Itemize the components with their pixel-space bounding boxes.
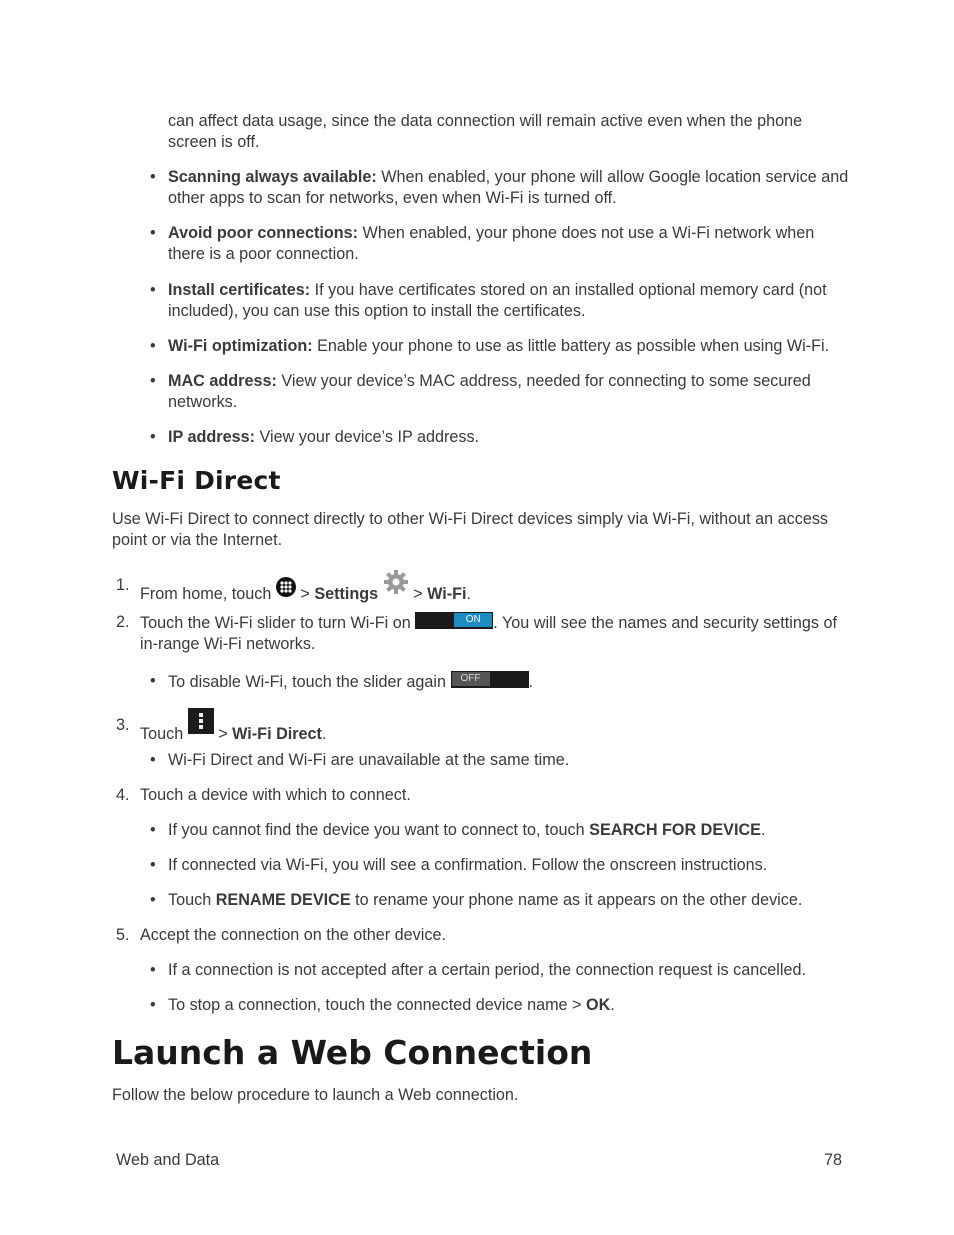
bullet: • — [150, 672, 156, 690]
list-item-text: Wi-Fi Direct and Wi-Fi are unavailable at the same time. — [168, 751, 570, 769]
bullet: • — [150, 961, 156, 979]
bullet: • — [150, 428, 156, 446]
list-item-text: View your device’s IP address. — [254, 428, 480, 446]
list-item — [150, 855, 850, 876]
list-item-text: Touch — [168, 891, 216, 909]
ok-label: OK — [586, 996, 611, 1014]
step-text: Touch — [140, 725, 188, 743]
settings-label: Settings — [314, 585, 379, 603]
list-item — [150, 671, 850, 693]
list-item-text: Enable your phone to use as little battery as possible when using Wi-Fi. — [312, 337, 830, 355]
list-item-text: If connected via Wi-Fi, you will see a confirmation. Follow the onscreen instructions. — [168, 856, 768, 874]
step-number: 2. — [116, 613, 130, 631]
separator: > — [408, 585, 428, 603]
list-item-text: When enabled, your phone will allow Google location service and other apps to scan for networks, even when Wi-Fi is turned off. — [168, 168, 849, 207]
section-heading: Wi-Fi Direct — [112, 466, 281, 495]
step-text: From home, touch — [140, 585, 276, 603]
list-item-term: Scanning always available: — [168, 168, 377, 186]
list-item-text: View your device’s MAC address, needed for connecting to some secured networks. — [168, 372, 811, 411]
search-for-device-label: SEARCH FOR DEVICE — [589, 821, 761, 839]
list-item-text: If a connection is not accepted after a certain period, the connection request is cancelled. — [168, 961, 806, 979]
bullet: • — [150, 751, 156, 769]
list-item — [150, 167, 850, 209]
list-item-text: To disable Wi-Fi, touch the slider again — [168, 673, 451, 691]
list-item-term: Wi-Fi optimization: — [168, 337, 313, 355]
bullet: • — [150, 891, 156, 909]
list-item — [150, 280, 850, 322]
list-item-text: If you have certificates stored on an installed optional memory card (not included), you can use this option to install the certificates. — [168, 281, 827, 320]
list-item-text-cont: to rename your phone name as it appears on the other device. — [350, 891, 803, 909]
list-item — [150, 750, 850, 771]
bullet: • — [150, 281, 156, 299]
wifi-direct-label: Wi-Fi Direct — [232, 725, 322, 743]
continued-paragraph: can affect data usage, since the data connection will remain active even when the phone screen is off. — [168, 112, 803, 151]
step-number: 1. — [116, 576, 130, 594]
step-4 — [112, 785, 842, 806]
wifi-slider-on — [415, 612, 493, 629]
bullet: • — [150, 337, 156, 355]
list-item-term: IP address: — [168, 428, 255, 446]
wifi-slider-off — [451, 671, 529, 688]
list-item-text: When enabled, your phone does not use a Wi-Fi network when there is a poor connection. — [168, 224, 815, 263]
list-item-term: MAC address: — [168, 372, 277, 390]
list-item — [150, 427, 850, 448]
list-item — [150, 890, 850, 911]
bullet: • — [150, 372, 156, 390]
punctuation: . — [466, 585, 472, 603]
step-2 — [112, 612, 842, 655]
footer-section: Web and Data — [116, 1151, 220, 1169]
list-item — [150, 223, 850, 265]
step-text: Accept the connection on the other device. — [140, 926, 446, 944]
step-number: 4. — [116, 786, 130, 804]
list-item — [150, 960, 850, 981]
wifi-label: Wi-Fi — [427, 585, 467, 603]
section-intro: Use Wi-Fi Direct to connect directly to other Wi-Fi Direct devices simply via Wi-Fi, without an access point or via the Internet. — [112, 510, 829, 549]
step-text: Touch the Wi-Fi slider to turn Wi-Fi on — [140, 614, 416, 632]
list-item — [150, 371, 850, 413]
slider-on-label: ON — [454, 613, 492, 627]
list-item-text: If you cannot find the device you want to connect to, touch — [168, 821, 590, 839]
chapter-heading: Launch a Web Connection — [112, 1033, 593, 1072]
list-item — [150, 336, 850, 357]
list-item — [150, 820, 850, 841]
slider-off-label: OFF — [452, 672, 490, 686]
chapter-intro: Follow the below procedure to launch a Web connection. — [112, 1086, 519, 1104]
separator: > — [295, 585, 315, 603]
step-1 — [112, 575, 842, 605]
bullet: • — [150, 821, 156, 839]
step-5 — [112, 925, 842, 946]
bullet: • — [150, 224, 156, 242]
list-item-term: Install certificates: — [168, 281, 311, 299]
apps-icon — [276, 577, 296, 597]
menu-icon — [188, 708, 214, 734]
page-number: 78 — [823, 1151, 842, 1169]
punctuation: . — [528, 673, 534, 691]
gear-icon — [383, 569, 409, 595]
bullet: • — [150, 856, 156, 874]
step-number: 3. — [116, 716, 130, 734]
punctuation: . — [760, 821, 766, 839]
rename-device-label: RENAME DEVICE — [215, 891, 351, 909]
step-text-cont: . You will see the names and security settings of in-range Wi-Fi networks. — [140, 614, 837, 653]
list-item — [150, 995, 850, 1016]
step-3 — [112, 715, 842, 745]
step-number: 5. — [116, 926, 130, 944]
list-item-text: To stop a connection, touch the connected device name > — [168, 996, 587, 1014]
step-text: Touch a device with which to connect. — [140, 786, 411, 804]
list-item-term: Avoid poor connections: — [168, 224, 359, 242]
bullet: • — [150, 168, 156, 186]
punctuation: . — [610, 996, 615, 1014]
punctuation: . — [321, 725, 327, 743]
bullet: • — [150, 996, 156, 1014]
separator: > — [213, 725, 233, 743]
